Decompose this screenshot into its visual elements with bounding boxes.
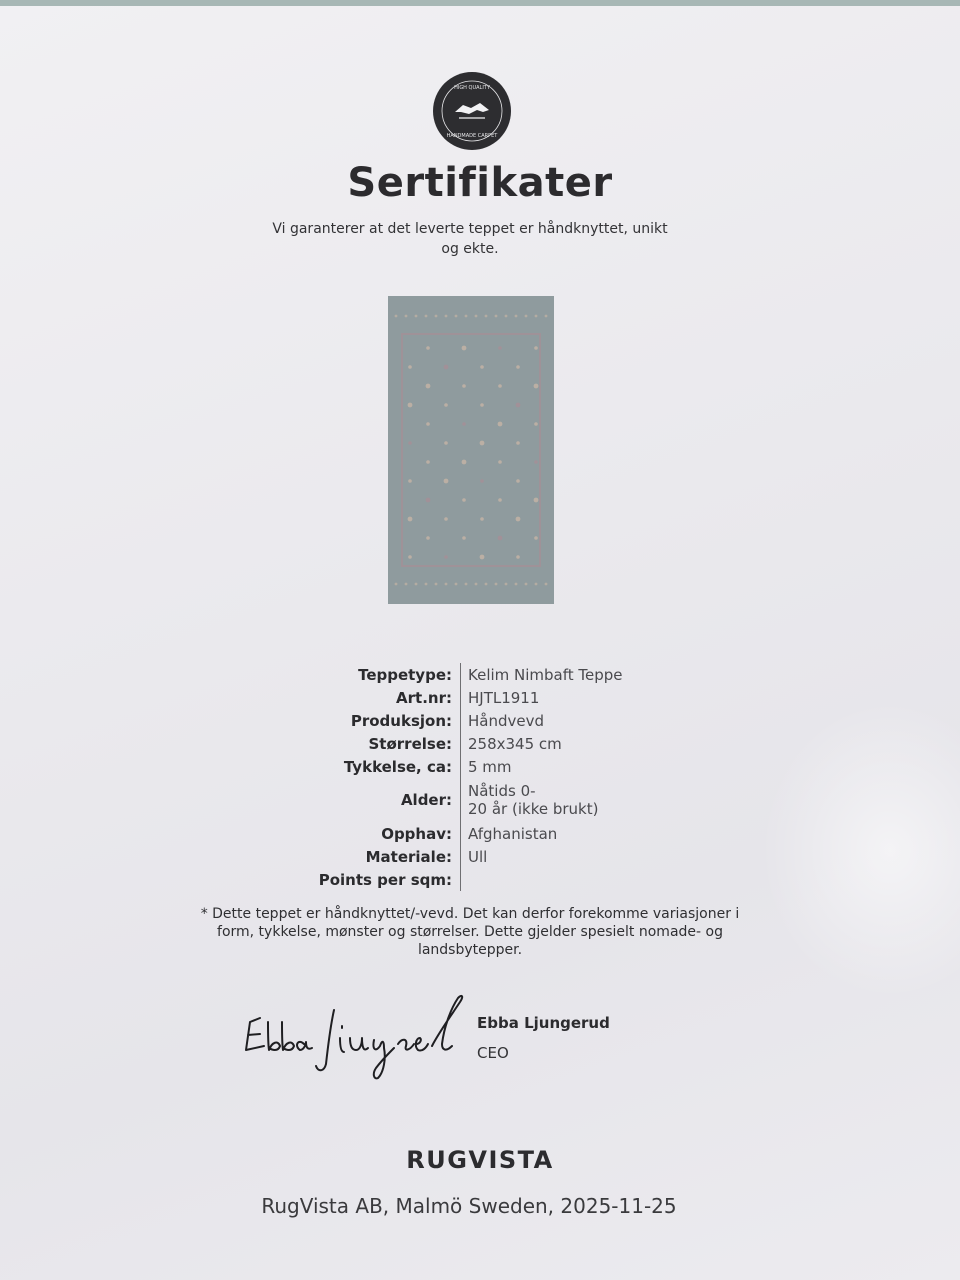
rug-dot <box>426 384 431 389</box>
spec-label: Art.nr: <box>396 688 452 707</box>
rug-dot <box>498 498 502 502</box>
footer-company-location-date: RugVista AB, Malmö Sweden, 2025-11-25 <box>261 1194 677 1218</box>
rug-fringe-dot <box>545 583 548 586</box>
rug-dot <box>426 422 430 426</box>
spec-row-rug-type <box>290 663 710 686</box>
rug-fringe-dot <box>395 583 398 586</box>
rug-dot <box>498 384 502 388</box>
quality-seal-icon <box>433 72 511 150</box>
spec-value: Ull <box>460 845 700 868</box>
rug-fringe-dot <box>465 315 468 318</box>
signature-icon <box>238 988 470 1092</box>
rug-fringe-dot <box>425 583 428 586</box>
rug-fringe-dot <box>475 583 478 586</box>
signer-role: CEO <box>477 1044 509 1062</box>
signer-name: Ebba Ljungerud <box>477 1014 610 1032</box>
svg-text:HIGH QUALITY: HIGH QUALITY <box>454 85 490 91</box>
rug-dot <box>426 498 431 503</box>
rug-dot <box>516 479 520 483</box>
spec-label: Produksjon: <box>350 711 452 730</box>
spec-row-production <box>290 709 710 732</box>
rug-fringe-dot <box>425 315 428 318</box>
background-strip <box>0 0 960 6</box>
spec-label: Teppetype: <box>358 665 452 684</box>
rug-fringe-dot <box>445 315 448 318</box>
quality-seal-logo <box>433 72 511 150</box>
rug-dot <box>480 365 484 369</box>
rug-fringe-dot <box>395 315 398 318</box>
rug-dot <box>462 498 466 502</box>
rug-dot <box>516 555 520 559</box>
rug-photo-icon <box>388 296 554 604</box>
rug-dot <box>498 460 502 464</box>
spec-row-origin <box>290 822 710 845</box>
rug-fringe-dot <box>515 315 518 318</box>
rug-dot <box>516 517 521 522</box>
spec-value <box>460 868 700 891</box>
rug-fringe-dot <box>485 315 488 318</box>
svg-text:HANDMADE CARPET: HANDMADE CARPET <box>446 133 498 139</box>
spec-label: Opphav: <box>381 824 452 843</box>
variation-note: * Dette teppet er håndknyttet/-vevd. Det kan derfor forekomme variasjoner i form, tykkelse, mønster og størrelser. Dette gjelder spesielt nomade- og landsbytepper. <box>200 906 740 958</box>
spec-value: Kelim Nimbaft Teppe <box>460 663 700 686</box>
rug-fringe-dot <box>465 583 468 586</box>
spec-label: Tykkelse, ca: <box>343 757 452 776</box>
rug-fringe-dot <box>505 315 508 318</box>
rug-fringe-dot <box>455 315 458 318</box>
rug-fringe-dot <box>415 583 418 586</box>
rug-fringe-dot <box>485 583 488 586</box>
rug-dot <box>480 403 484 407</box>
spec-label: Størrelse: <box>368 734 452 753</box>
rug-dot <box>534 460 538 464</box>
rug-fringe-dot <box>435 315 438 318</box>
rug-dot <box>462 384 466 388</box>
rug-dot <box>462 460 467 465</box>
rug-dot <box>408 365 412 369</box>
rug-fringe-dot <box>535 315 538 318</box>
rug-dot <box>444 441 448 445</box>
rug-dot <box>408 403 413 408</box>
rug-dot <box>462 422 466 426</box>
rug-dot <box>534 498 539 503</box>
spec-value <box>460 778 700 822</box>
rug-fringe-dot <box>455 583 458 586</box>
spec-row-age <box>290 778 710 822</box>
spec-label: Materiale: <box>365 847 452 866</box>
brand-name: RUGVISTA <box>406 1146 554 1174</box>
rug-fringe-dot <box>545 315 548 318</box>
rug-dot <box>408 479 412 483</box>
rug-fringe-dot <box>495 315 498 318</box>
rug-fringe-dot <box>435 583 438 586</box>
spec-value: 258x345 cm <box>460 732 700 755</box>
spec-row-size <box>290 732 710 755</box>
spec-value-line: Nåtids 0- <box>468 782 536 800</box>
rug-dot <box>408 555 412 559</box>
rug-fringe-dot <box>405 583 408 586</box>
rug-dot <box>480 441 485 446</box>
spec-row-article-number <box>290 686 710 709</box>
spec-label: Alder: <box>400 791 452 809</box>
rug-fringe-dot <box>495 583 498 586</box>
rug-dot <box>408 441 412 445</box>
rug-dot <box>408 517 413 522</box>
specifications-table <box>290 663 710 891</box>
rug-dot <box>498 536 503 541</box>
rug-fringe-dot <box>475 315 478 318</box>
rug-fringe-dot <box>535 583 538 586</box>
rug-dot <box>516 365 520 369</box>
spec-value: Håndvevd <box>460 709 700 732</box>
rug-dot <box>534 384 539 389</box>
rug-dot <box>534 346 538 350</box>
spec-value-line: 20 år (ikke brukt) <box>468 800 599 818</box>
rug-dot <box>516 441 520 445</box>
spec-row-thickness <box>290 755 710 778</box>
rug-dot <box>498 346 502 350</box>
rug-dot <box>480 555 485 560</box>
rug-dot <box>480 517 484 521</box>
rug-dot <box>444 517 448 521</box>
page-title: Sertifikater <box>347 160 613 206</box>
rug-fringe-dot <box>405 315 408 318</box>
rug-fringe-dot <box>525 315 528 318</box>
rug-dot <box>426 460 430 464</box>
spec-row-points-per-sqm <box>290 868 710 891</box>
rug-dot <box>426 536 430 540</box>
rug-dot <box>426 346 430 350</box>
spec-value: HJTL1911 <box>460 686 700 709</box>
rug-dot <box>480 479 484 483</box>
rug-fringe-dot <box>525 583 528 586</box>
rug-dot <box>498 422 503 427</box>
spec-label: Points per sqm: <box>318 870 452 889</box>
rug-photo <box>388 296 554 604</box>
rug-fringe-dot <box>415 315 418 318</box>
rug-dot <box>534 536 538 540</box>
rug-dot <box>462 346 467 351</box>
spec-row-material <box>290 845 710 868</box>
rug-fringe-dot <box>515 583 518 586</box>
rug-dot <box>516 403 521 408</box>
spec-value: 5 mm <box>460 755 700 778</box>
rug-fringe-dot <box>445 583 448 586</box>
rug-dot <box>444 479 449 484</box>
spec-value: Afghanistan <box>460 822 700 845</box>
handwritten-signature <box>238 988 470 1092</box>
rug-dot <box>444 403 448 407</box>
rug-dot <box>534 422 538 426</box>
rug-dot <box>444 555 448 559</box>
rug-dot <box>462 536 466 540</box>
subtitle: Vi garanterer at det leverte teppet er håndknyttet, unikt og ekte. <box>272 221 668 257</box>
rug-dot <box>444 365 449 370</box>
rug-fringe-dot <box>505 583 508 586</box>
